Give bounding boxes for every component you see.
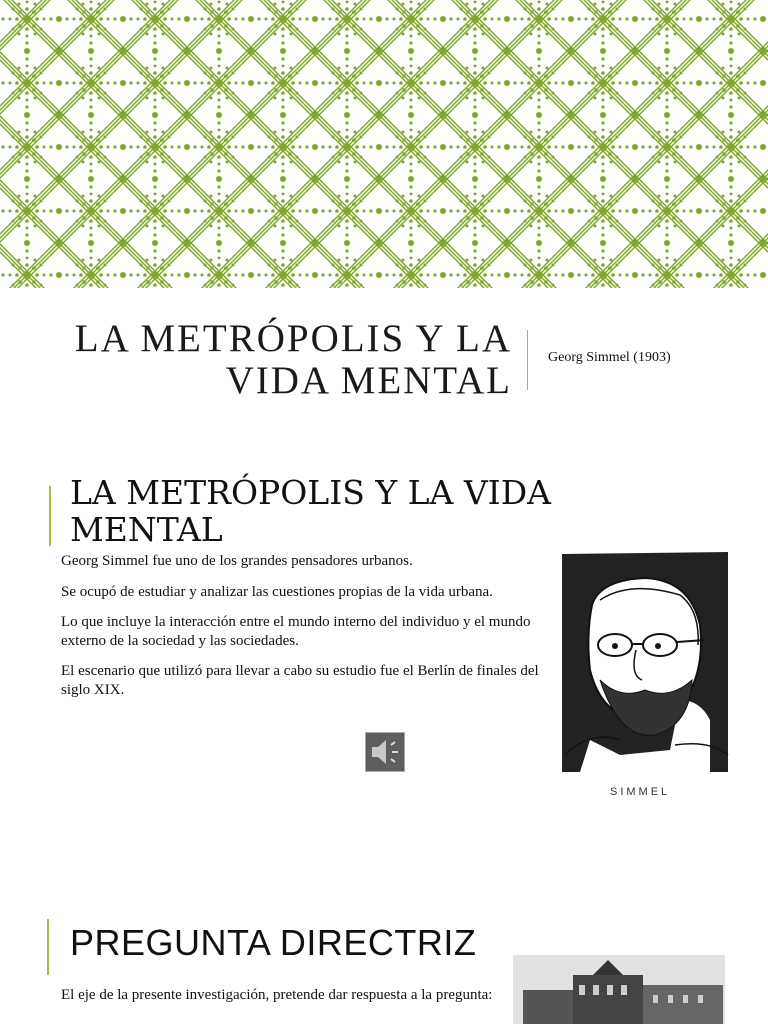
paragraph-4: El escenario que utilizó para llevar a cabo su estudio fue el Berlín de finales del siglo XIX. (61, 663, 539, 698)
content-slide-question (0, 915, 768, 1024)
pattern-graphic (0, 0, 768, 288)
presentation-subtitle: Georg Simmel (1903) (548, 350, 671, 365)
audio-speaker-icon[interactable] (365, 732, 405, 772)
title-divider (527, 330, 528, 390)
historic-city-photo (513, 955, 725, 1024)
slide-heading: PREGUNTA DIRECTRIZ (70, 922, 477, 963)
paragraph-1: Georg Simmel fue uno de los grandes pensadores urbanos. (61, 553, 413, 569)
slide-accent-bar (49, 486, 51, 546)
slide-heading: LA METRÓPOLIS Y LA VIDA MENTAL (70, 473, 551, 549)
question-paragraph: El eje de la presente investigación, pretende dar respuesta a la pregunta: (61, 987, 493, 1003)
simmel-portrait-sketch (560, 550, 732, 798)
portrait-caption: SIMMEL (610, 786, 671, 798)
decorative-pattern-banner (0, 0, 768, 288)
content-slide-intro (0, 470, 768, 890)
slide-accent-bar (47, 919, 49, 975)
title-slide (0, 288, 768, 428)
paragraph-2: Se ocupó de estudiar y analizar las cuestiones propias de la vida urbana. (61, 584, 493, 600)
paragraph-3: Lo que incluye la interacción entre el mundo interno del individuo y el mundo externo de la sociedad y las sociedades. (61, 614, 531, 649)
presentation-title: LA METRÓPOLIS Y LA VIDA MENTAL (74, 317, 512, 402)
